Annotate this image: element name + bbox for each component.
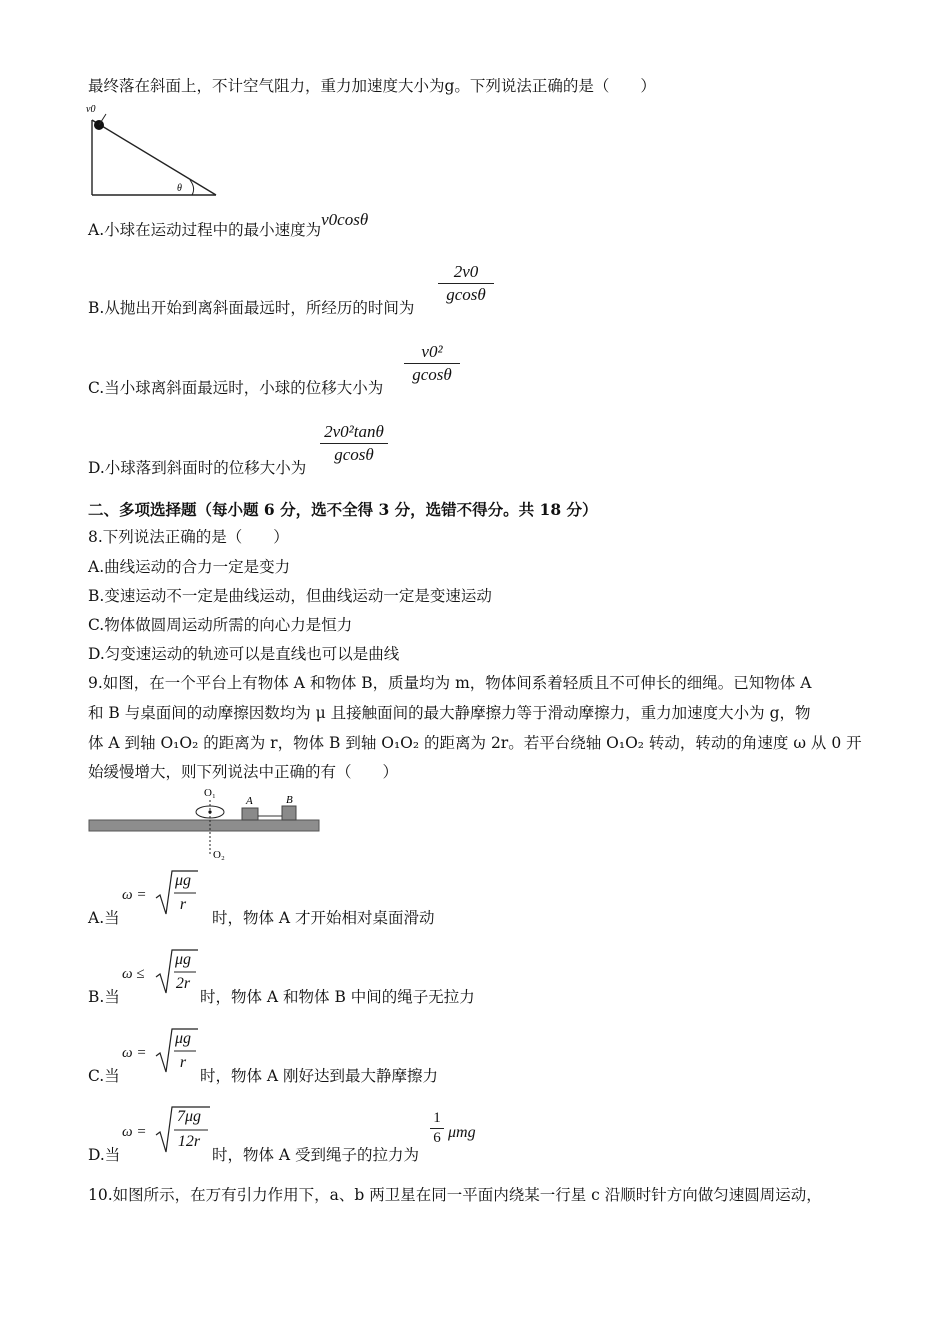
q9-d-num: 7μg: [176, 1108, 202, 1125]
q7-c-fraction: v0² gcosθ: [404, 342, 460, 385]
q9-c-num: μg: [174, 1030, 192, 1047]
q9-line-4: 始缓慢增大，则下列说法中正确的有（ ）: [88, 763, 399, 781]
q9-a-den: r: [179, 896, 187, 913]
q9-b-rel: ω ≤: [122, 966, 145, 982]
q9-d-suffix: 时，物体 A 受到绳子的拉力为: [212, 1146, 420, 1164]
q7-option-b: B.从抛出开始到离斜面最远时，所经历的时间为: [88, 299, 415, 317]
q7-option-a: A.小球在运动过程中的最小速度为v0cosθ: [88, 210, 369, 239]
q9-a-rel: ω =: [122, 887, 147, 903]
q9-b-prefix: B.当: [88, 988, 120, 1006]
q9-d-den: 12r: [177, 1133, 201, 1150]
q9-b-suffix: 时，物体 A 和物体 B 中间的绳子无拉力: [200, 988, 475, 1006]
q7-option-d: D.小球落到斜面时的位移大小为: [88, 459, 307, 477]
q9-d-prefix: D.当: [88, 1146, 121, 1164]
o1-label: O₁: [204, 787, 216, 799]
q8-option-b: B.变速运动不一定是曲线运动，但曲线运动一定是变速运动: [88, 587, 492, 605]
q9-c-rel: ω =: [122, 1045, 147, 1061]
question-7-stem-tail: 最终落在斜面上，不计空气阻力，重力加速度大小为g。下列说法正确的是（ ）: [88, 77, 656, 95]
section-heading: 二、多项选择题（每小题 6 分，选不全得 3 分，选错不得分。共 18 分）: [88, 500, 598, 519]
q9-line-2: 和 B 与桌面间的动摩擦因数均为 μ 且接触面间的最大静摩擦力等于滑动摩擦力，重力加速度大小为 g，物: [88, 704, 811, 722]
q8-option-a: A.曲线运动的合力一定是变力: [88, 558, 291, 576]
q7-d-fraction: 2v0²tanθ gcosθ: [320, 422, 388, 465]
q9-a-suffix: 时，物体 A 才开始相对桌面滑动: [212, 909, 435, 927]
q9-b-num: μg: [174, 951, 192, 968]
q9-b-den: 2r: [175, 975, 191, 992]
a-label: A: [246, 795, 253, 807]
q7-b-fraction: 2v0 gcosθ: [438, 262, 494, 305]
b-label: B: [286, 794, 293, 806]
q9-line-3: 体 A 到轴 O₁O₂ 的距离为 r，物体 B 到轴 O₁O₂ 的距离为 2r。若平台绕轴 O₁O₂ 转动，转动的角速度 ω 从 0 开: [88, 734, 862, 752]
q9-line-1: 9.如图，在一个平台上有物体 A 和物体 B，质量均为 m，物体间系着轻质且不可伸长的细绳。已知物体 A: [88, 674, 812, 692]
platform-figure: [86, 786, 326, 862]
q10-line: 10.如图所示，在万有引力作用下，a、b 两卫星在同一平面内绕某一行星 c 沿顺时针方向做匀速圆周运动，: [88, 1186, 822, 1204]
q9-c-den: r: [179, 1054, 187, 1071]
o2-label: O₂: [213, 849, 225, 861]
theta-label: θ: [177, 183, 182, 194]
q8-stem: 8.下列说法正确的是（ ）: [88, 528, 289, 546]
q7-option-c: C.当小球离斜面最远时，小球的位移大小为: [88, 379, 384, 397]
q9-d-fraction: 1 6: [430, 1110, 444, 1147]
q9-c-suffix: 时，物体 A 刚好达到最大静摩擦力: [200, 1067, 439, 1085]
block-b: [282, 806, 296, 820]
q9-c-prefix: C.当: [88, 1067, 120, 1085]
platform: [89, 820, 319, 831]
v0-label: v0: [86, 104, 96, 115]
q9-a-prefix: A.当: [88, 909, 120, 927]
block-a: [242, 808, 258, 820]
q9-d-rel: ω =: [122, 1124, 147, 1140]
q8-option-c: C.物体做圆周运动所需的向心力是恒力: [88, 616, 353, 634]
q9-d-tail: μmg: [448, 1124, 476, 1141]
q9-a-num: μg: [174, 872, 192, 889]
q8-option-d: D.匀变速运动的轨迹可以是直线也可以是曲线: [88, 645, 400, 663]
incline-figure: [84, 100, 224, 200]
